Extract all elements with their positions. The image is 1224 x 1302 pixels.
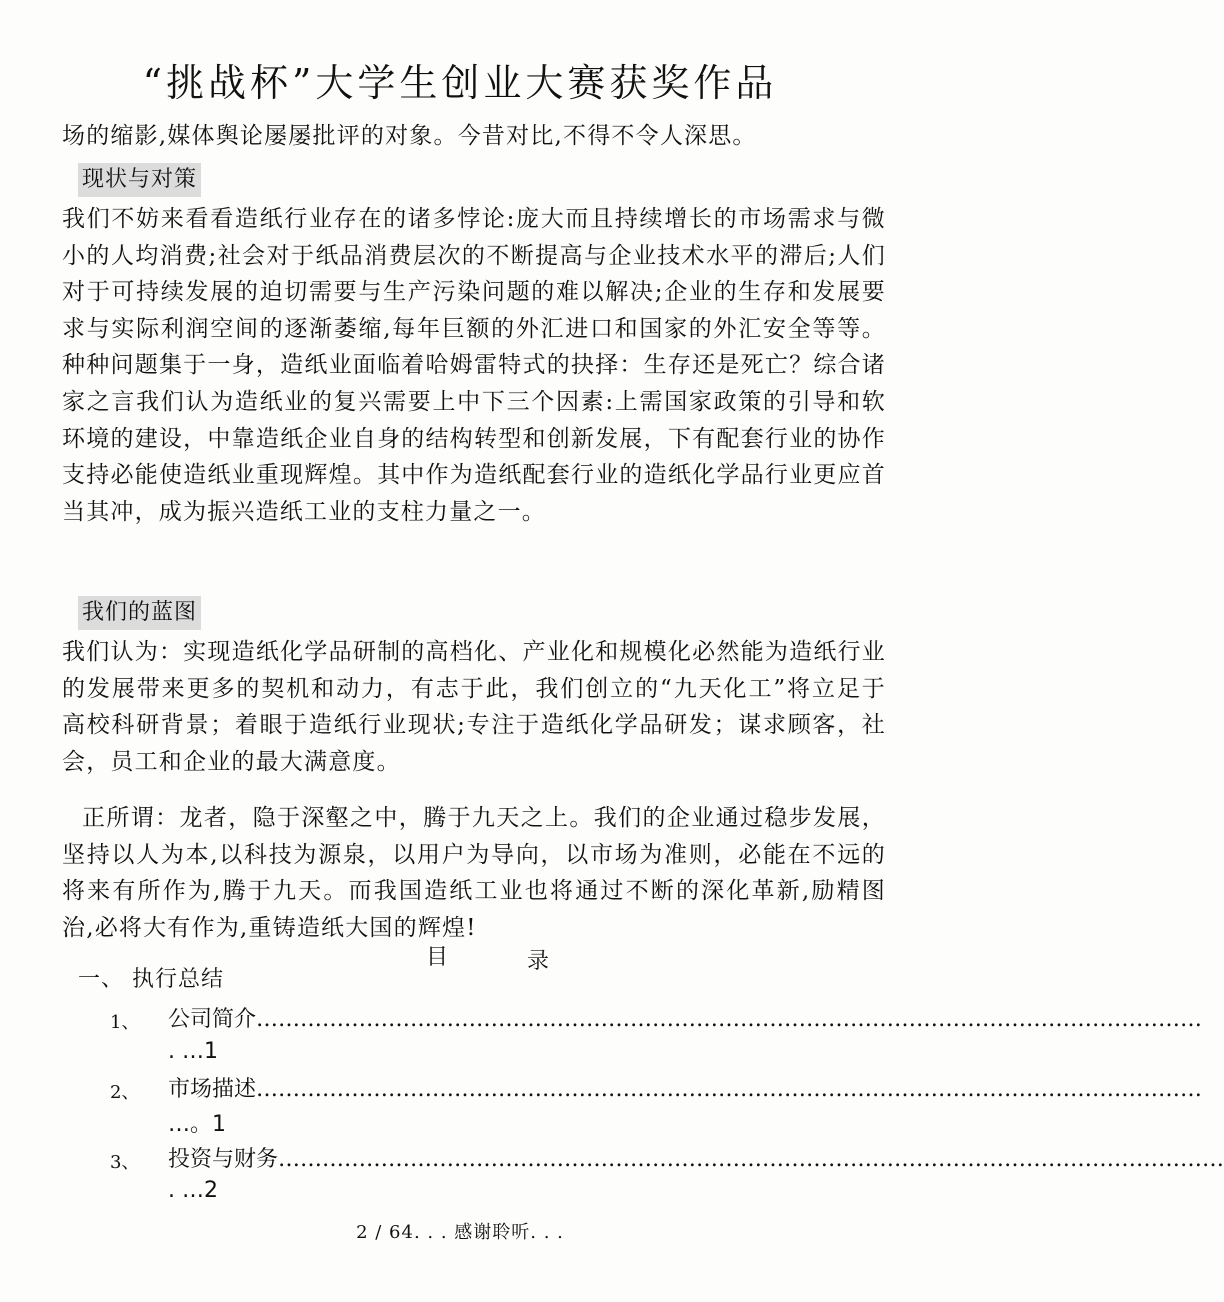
section-body-blueprint-2: 正所谓：龙者，隐于深壑之中，腾于九天之上。我们的企业通过稳步发展，坚持以人为本,以科技为源泉，以用户为导向，以市场为准则，必能在不远的将来有所作为,腾于九天。而我国造纸工业也将通过不断的深化革新,励精图治,必将大有作为,重铸造纸大国的辉煌!: [62, 805, 886, 941]
toc-item-label: 公司简介: [168, 1007, 257, 1032]
page-footer: 2 / 64. . . 感谢聆听. . .: [356, 1222, 564, 1243]
toc-item-company[interactable]: [168, 1002, 1203, 1033]
toc-item-page: . …2: [168, 1178, 218, 1203]
toc-heading-char-1: 目: [426, 945, 449, 970]
toc-section-title: 一、 执行总结: [78, 967, 224, 992]
section-body-blueprint: 我们认为：实现造纸化学品研制的高档化、产业化和规模化必然能为造纸行业的发展带来更多的契机和动力，有志于此，我们创立的“九天化工”将立足于高校科研背景；着眼于造纸行业现状;专注于造纸化学品研发；谋求顾客，社会，员工和企业的最大满意度。: [62, 639, 886, 775]
toc-item-investment[interactable]: [168, 1142, 1224, 1173]
section-heading-blueprint: 我们的蓝图: [78, 596, 201, 630]
intro-line: 场的缩影,媒体舆论屡屡批评的对象。今昔对比,不得不令人深思。: [62, 123, 757, 149]
toc-item-page: . …1: [168, 1039, 218, 1064]
document-title: “挑战杯”大学生创业大赛获奖作品: [142, 61, 778, 105]
toc-item-label: 投资与财务: [168, 1147, 279, 1172]
toc-item-number: 3、: [110, 1152, 140, 1173]
toc-leader-dots: …………………………………………………………………………………………………………………: [256, 1007, 1203, 1032]
section-heading-status: 现状与对策: [78, 163, 201, 197]
section-body-status: 我们不妨来看看造纸行业存在的诸多悖论:庞大而且持续增长的市场需求与微小的人均消费;社会对于纸品消费层次的不断提高与企业技术水平的滞后;人们对于可持续发展的迫切需要与生产污染问题的难以解决;企业的生存和发展要求与实际利润空间的逐渐萎缩,每年巨额的外汇进口和国家的外汇安全等等。种种问题集于一身，造纸业面临着哈姆雷特式的抉择：生存还是死亡？综合诸家之言我们认为造纸业的复兴需要上中下三个因素:上需国家政策的引导和软环境的建设，中靠造纸企业自身的结构转型和创新发展，下有配套行业的协作支持必能使造纸业重现辉煌。其中作为造纸配套行业的造纸化学品行业更应首当其冲，成为振兴造纸工业的支柱力量之一。: [62, 206, 886, 525]
toc-item-page: …。1: [168, 1112, 226, 1137]
toc-item-label: 市场描述: [168, 1077, 257, 1102]
toc-item-number: 2、: [110, 1082, 140, 1103]
toc-item-market[interactable]: [168, 1072, 1203, 1103]
toc-leader-dots: …………………………………………………………………………………………………………………: [256, 1077, 1203, 1102]
toc-heading-char-2: 录: [527, 949, 550, 974]
toc-item-number: 1、: [110, 1012, 140, 1033]
toc-leader-dots: …………………………………………………………………………………………………………………: [278, 1147, 1224, 1172]
